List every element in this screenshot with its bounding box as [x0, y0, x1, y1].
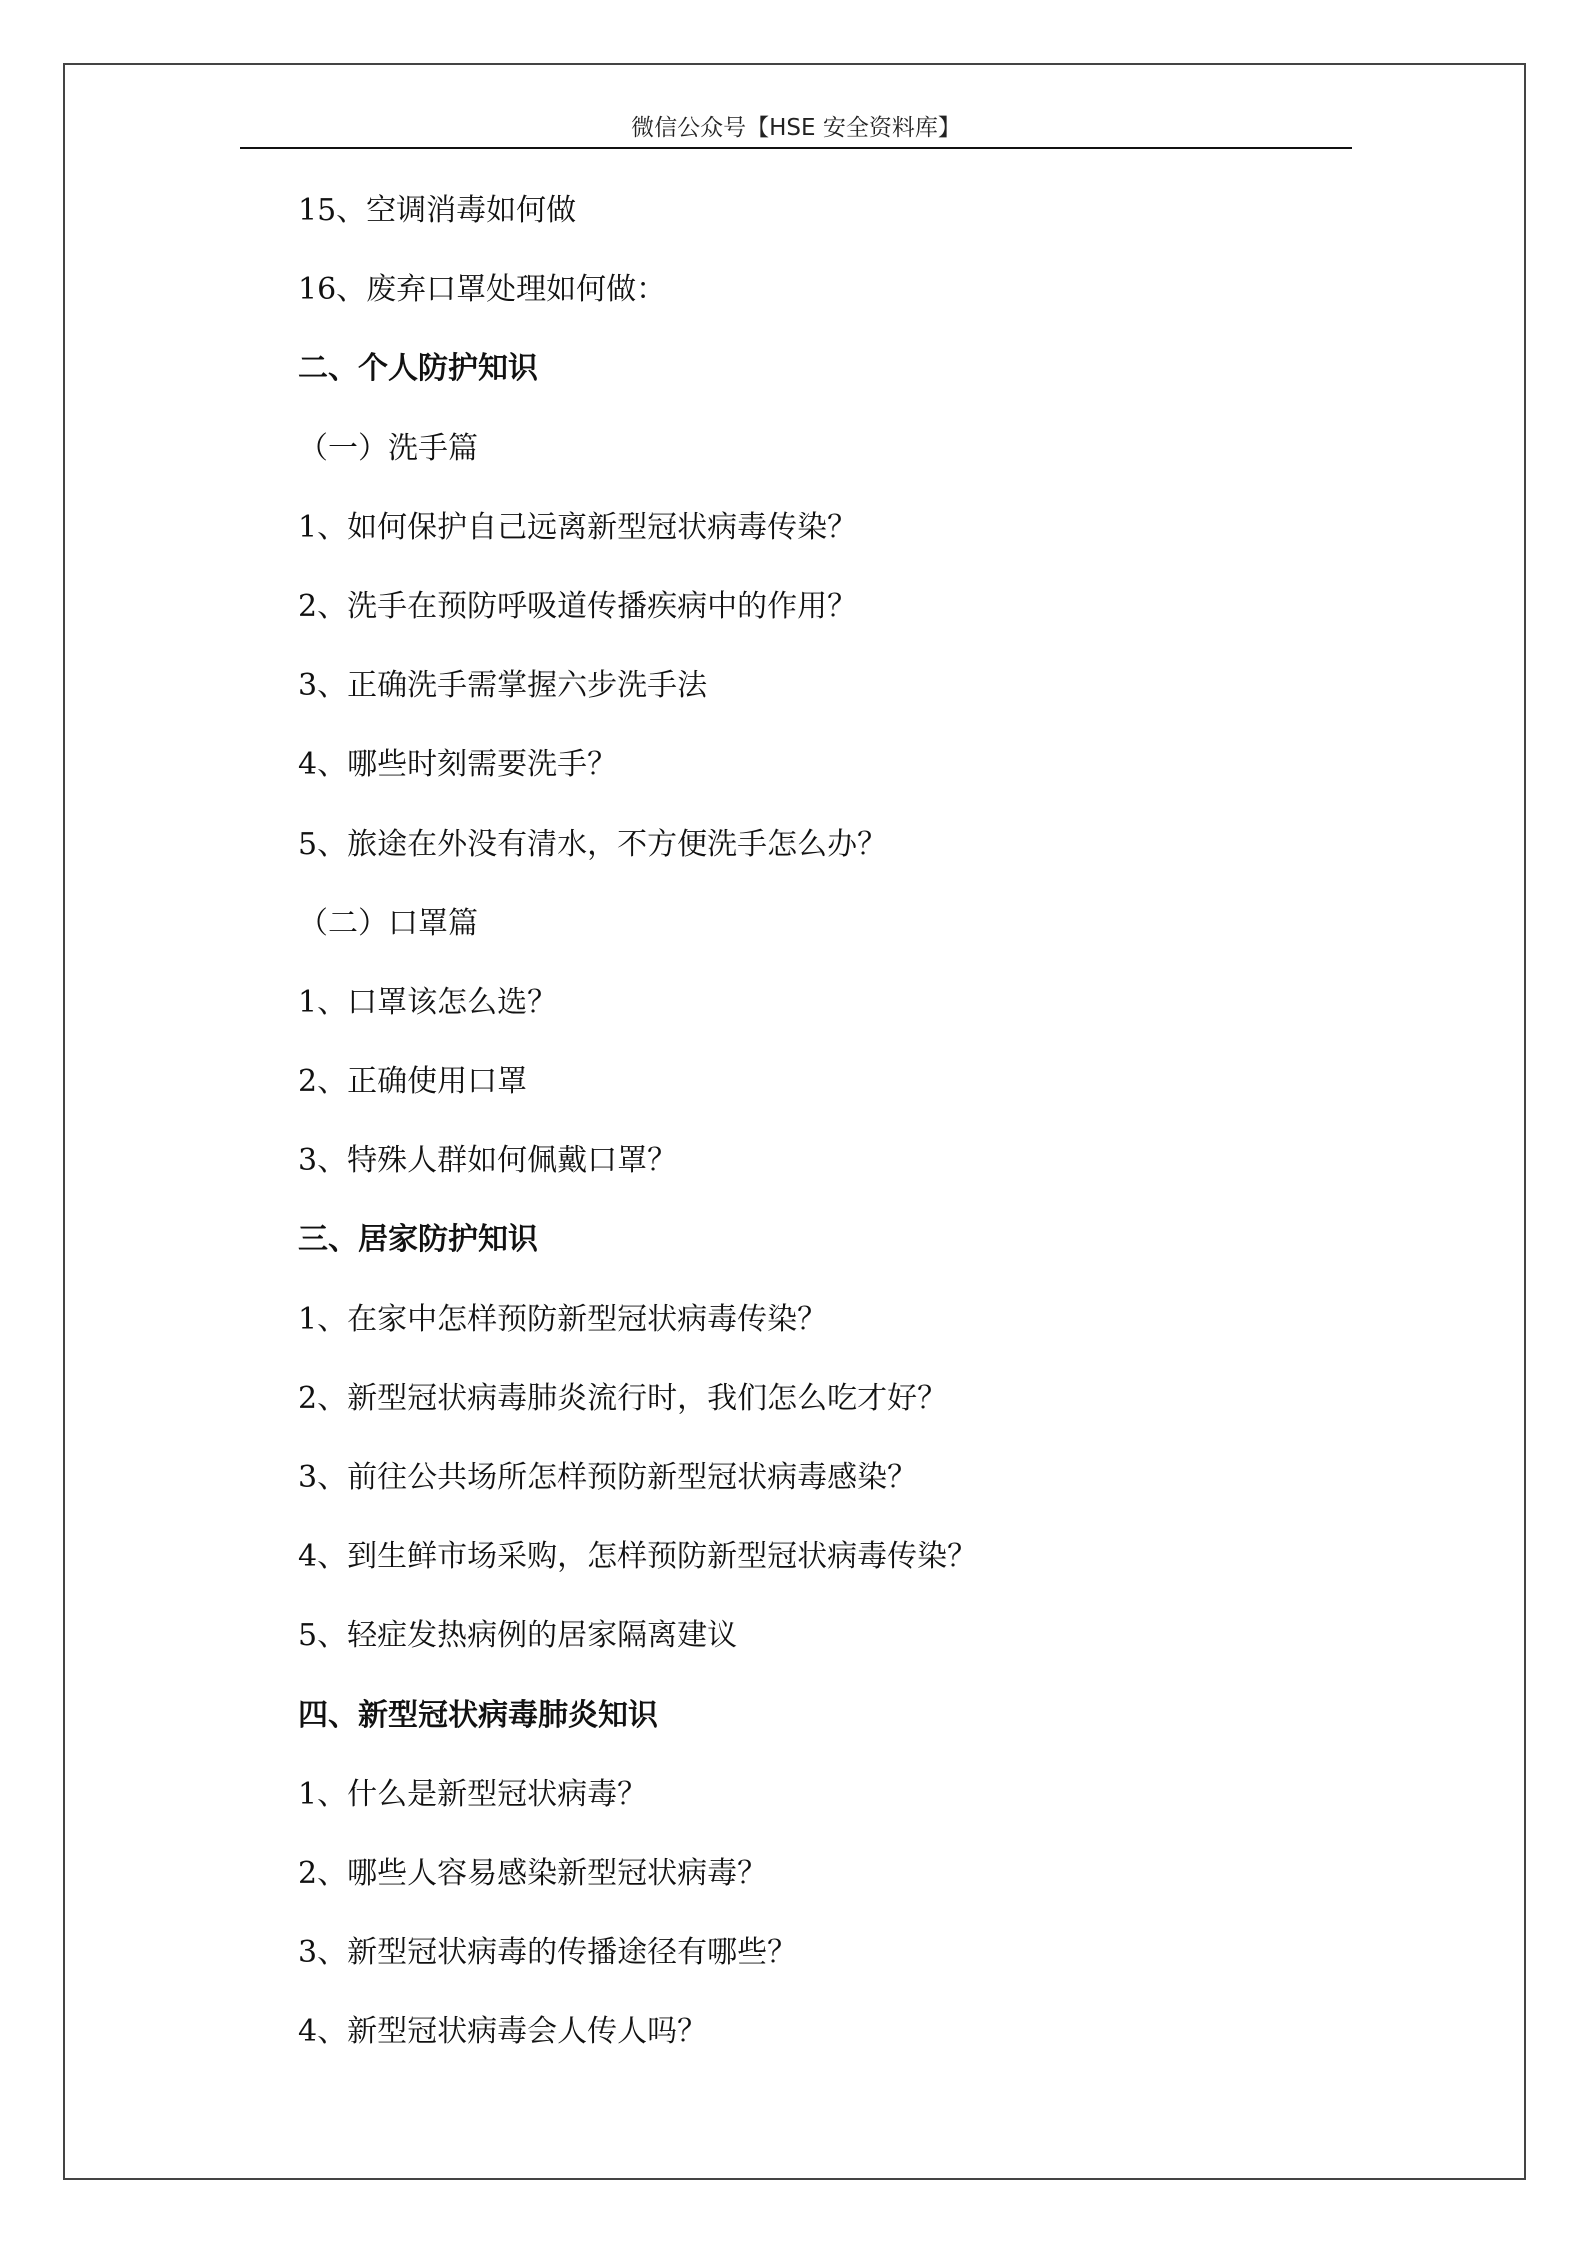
list-item: 2、哪些人容易感染新型冠状病毒？ — [298, 1855, 768, 1891]
list-item: 1、在家中怎样预防新型冠状病毒传染？ — [298, 1301, 828, 1337]
list-item: 1、如何保护自己远离新型冠状病毒传染？ — [298, 509, 858, 545]
list-item: 16、废弃口罩处理如何做： — [298, 272, 667, 308]
list-item: 3、特殊人群如何佩戴口罩？ — [298, 1143, 678, 1179]
section-heading: 二、个人防护知识 — [298, 351, 538, 387]
list-item: 15、空调消毒如何做 — [298, 193, 577, 228]
list-item: 3、新型冠状病毒的传播途径有哪些？ — [298, 1935, 798, 1971]
list-item: 4、新型冠状病毒会人传人吗？ — [298, 2014, 708, 2050]
section-heading: 三、居家防护知识 — [298, 1222, 538, 1258]
list-item: 5、旅途在外没有清水，不方便洗手怎么办？ — [298, 826, 888, 862]
list-item: 1、口罩该怎么选？ — [298, 984, 558, 1020]
list-item: 5、轻症发热病例的居家隔离建议 — [298, 1618, 738, 1654]
list-item: 3、正确洗手需掌握六步洗手法 — [298, 668, 708, 704]
list-item: 3、前往公共场所怎样预防新型冠状病毒感染？ — [298, 1460, 918, 1495]
list-item: 1、什么是新型冠状病毒？ — [298, 1776, 648, 1812]
list-item: 2、洗手在预防呼吸道传播疾病中的作用？ — [298, 588, 858, 624]
subsection-heading: （二）口罩篇 — [298, 905, 478, 941]
section-heading: 四、新型冠状病毒肺炎知识 — [298, 1697, 658, 1733]
subsection-heading: （一）洗手篇 — [298, 430, 478, 466]
list-item: 2、正确使用口罩 — [298, 1064, 528, 1100]
list-item: 2、新型冠状病毒肺炎流行时，我们怎么吃才好？ — [298, 1380, 948, 1416]
list-item: 4、到生鲜市场采购，怎样预防新型冠状病毒传染？ — [298, 1539, 978, 1575]
document-body — [298, 186, 1298, 2087]
header-divider — [240, 147, 1352, 149]
list-item: 4、哪些时刻需要洗手？ — [298, 747, 618, 783]
page-header: 微信公众号【HSE 安全资料库】 — [631, 115, 961, 141]
